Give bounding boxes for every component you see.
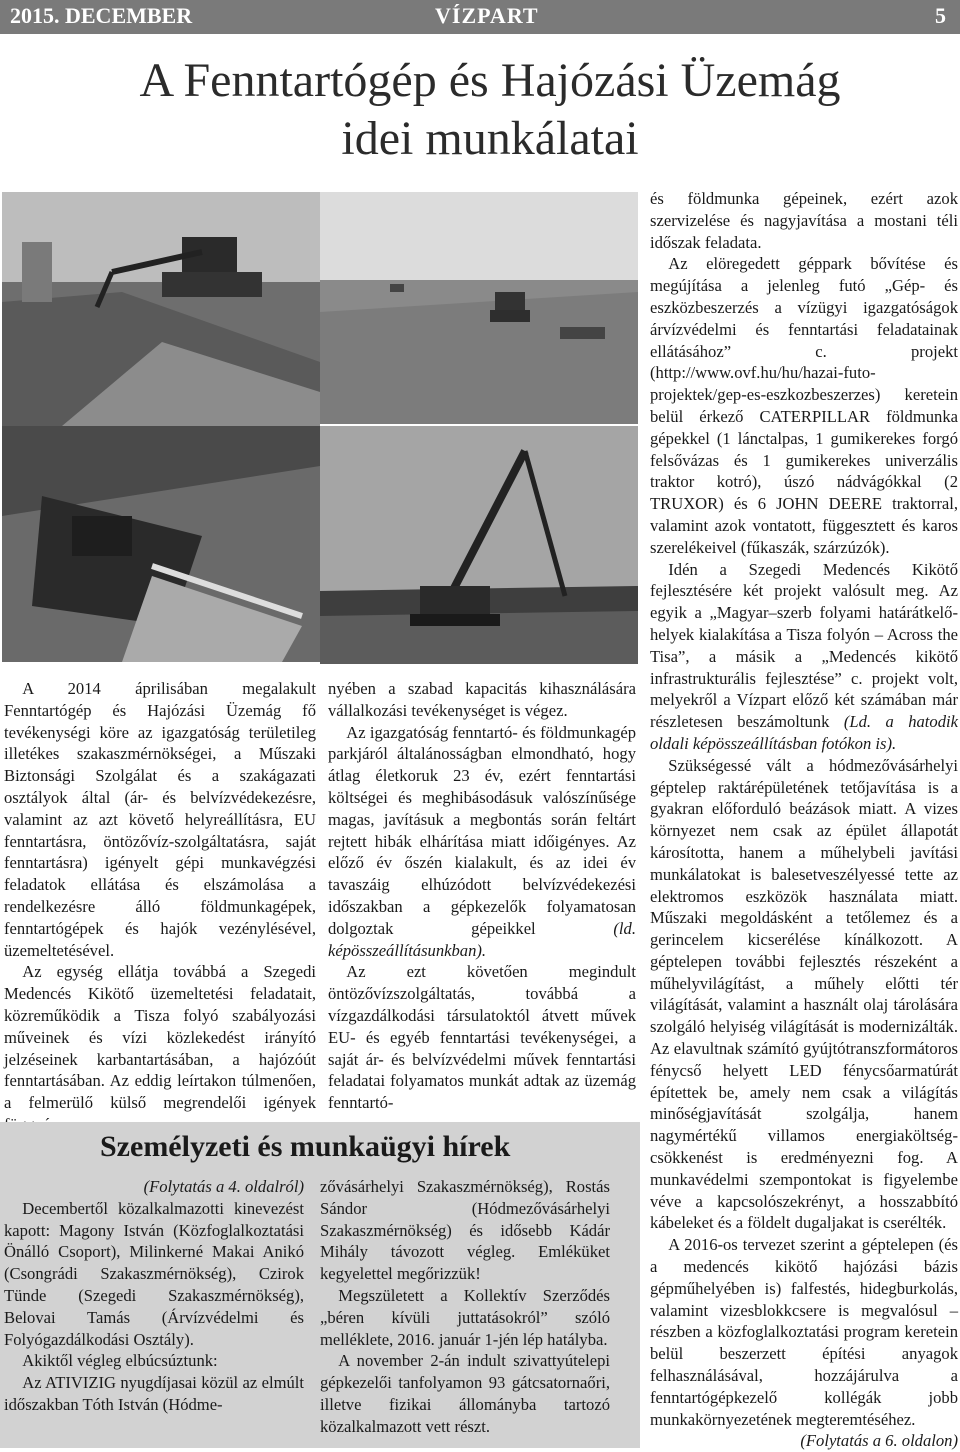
photo-excavators-riverbank	[2, 192, 320, 426]
personnel-column-1	[4, 1176, 304, 1416]
article-paragraph: A 2014 áprilisában megalakult Fenntartógép és Hajózási Üzemág fő tevékenységi köre az igazgatóság területileg illetékes szakaszmérnökségei, a Műszaki Biztonsági Szolgálat és a szakágazati osztályok által (ár- és belvízvédekezésre, valamint az azt követő helyreállításra, EU fenntartásra, öntözővíz-szolgáltatásra, saját fenntartásra) igényelt gépi munkavégzési feladatok ellátása és elszámolása a rendelkezésre álló földmunkagépek, fenntartógépek és hajók vezénylésével, üzemeltetésével.	[4, 679, 316, 960]
personnel-paragraph: Akiktől végleg elbúcsúztunk:	[22, 1351, 218, 1371]
article-title	[20, 52, 960, 168]
article-paragraph: A 2016-os tervezet szerint a géptelepen (és a medencés kikötő hajózási bázis gépműhelyében is) falfestés, hidegburkolás, valamint vizesblokkcsere is megvalósul – részben a közfoglalkoztatási program keretein belül beszerzett építési anyagok felhasználásával, hozzájárulva a fenntartógépkezelő kollégák jobb munkakörnyezetének megteremtéséhez.	[650, 1235, 958, 1429]
article-title-line1: A Fenntartógép és Hajózási Üzemág	[139, 54, 841, 107]
continued-link[interactable]: (Folytatás a 6. oldalon)	[800, 1431, 958, 1451]
photo-reference: (Ld. a hatodik oldali képösszeállításban fotókon is).	[650, 712, 958, 753]
article-title-line2: idei munkálatai	[341, 112, 639, 165]
article-paragraph: Az igazgatóság fenntartó- és földmunkagép parkjáról általánosságban elmondható, hogy átlag életkoruk 23 év, ezért fenntartási költségei és meghibásodásuk valószínűsége magas, javításuk a megbontás során feltárt rejtett hibák elhárítása miatt időigényes. Az előző év őszén kialakult, és az idei év tavaszáig elhúzódott belvízvédekezési időszakban a gépkezelők folyamatosan dolgoztak gépeikkel (ld. képösszeállításunkban).	[328, 722, 636, 960]
article-paragraph: Az egység ellátja továbbá a Szegedi Medencés Kikötő üzemeltetési feladatait, közreműködik a Tisza folyó szabályozási műveinek és vízi közlekedést irányító jelzéseinek karbantartásában, a hajózóút fenntartásában. Az eddig leírtakon túlmenően, a felmerülő külső megrendelői igények	[4, 962, 316, 1113]
photo-amphibious-dredger	[2, 426, 320, 662]
article-paragraph: és földmunka gépeinek, ezért azok szervizelése és nagyjavítása a mostani téli időszak feladata.	[650, 189, 958, 252]
personnel-news-title: Személyzeti és munkaügyi hírek	[100, 1130, 511, 1163]
photo-reference: (ld. képösszeállításunkban).	[328, 918, 636, 960]
personnel-paragraph: Megszületett a Kollektív Szerződés „béren kívüli juttatásokról” szóló melléklete, 2016. január 1-jén lép hatályba.	[320, 1285, 610, 1349]
photo-long-reach-excavator	[320, 426, 638, 664]
newspaper-name: VÍZPART	[435, 3, 539, 28]
article-paragraph: Szükségessé vált a hódmezővásárhelyi géptelep raktárépületének tetőjavítása is a gyakran előforduló beázások miatt. A vizes környezet nem csak az épület állapotát károsította, hanem a műhelybeli javítási munkálatokat is balesetveszélyessé tette az elektromos eszközök használata miatt. Műszaki megoldásként a tetőlemez és a gerincelem kicserélése kínálkozott. A géptelepen további fejlesztés részeként a műhelyvilágítást, a műhely előtti tér világítását, valamint a használt olaj tárolására szolgáló helyiség világítását is modernizálták. Az elavultnak számító gyújtótranszformátoros fénycső helyett LED fénycsőarmatúrát építettek be, amely nem csak a világítás minőségjavítását szolgálja, hanem nagymértékű villamos energiaköltség-csökkenést is eredményezni fog. A munkavédelmi szempontokat is figyelembe véve a kapcsolószekrényt, a hosszabbító kábeleket és a földelt dugaljakat is cserélték.	[650, 755, 958, 1233]
personnel-paragraph: A november 2-án indult szivattyútelepi gépkezelői tanfolyamon 93 gátcsatornaőri, illetve fizikai állományba tartozó közalkalmazott vett részt.	[320, 1351, 610, 1436]
article-paragraph: Az ezt követően megindult öntözővízszolgáltatás, továbbá a vízgazdálkodási társulatoktól átvett művek EU- és egyéb fenntartási tevékenységei, a saját ár- és belvízvédelmi művek fenntartási feladatai folyamatos munkát adtak az üzemág fenntartó-	[328, 962, 636, 1113]
article-paragraph: Idén a Szegedi Medencés Kikötő fejlesztésére két projekt valósult meg. Az egyik a „Magyar–szerb folyami határátkelő-helyek kialakítása a Tisza folyón – Across the Tisa”, a másik a „Medencés kikötő infrastrukturális fejlesztése” c. projekt volt, melyekről a Vízpart előző két számában már részletesen beszámoltunk (Ld. a hatodik oldali képösszeállításban fotókon is).	[650, 559, 958, 753]
personnel-column-2	[320, 1176, 610, 1438]
photo-tractors-field	[320, 192, 638, 424]
article-column-1	[4, 678, 316, 1136]
article-column-3	[650, 188, 958, 1452]
page-number: 5	[935, 3, 946, 28]
continued-from[interactable]: (Folytatás a 4. oldalról)	[143, 1177, 304, 1196]
personnel-paragraph: Az ATIVIZIG nyugdíjasai közül az elmúlt időszakban Tóth István (Hódme-	[4, 1373, 304, 1414]
page-header	[0, 0, 960, 34]
personnel-paragraph: Decembertől közalkalmazotti kinevezést kapott: Magony István (Közfoglalkoztatási Önálló Csoport), Milinkerné Makai Anikó (Csongrádi Szakaszmérnökség), Czirok Tünde (Szegedi Szakaszmérnökség), Belovai Tamás (Árvízvédelmi és Folyógazdálkodási Osztály).	[4, 1198, 304, 1349]
personnel-paragraph: zővásárhelyi Szakaszmérnökség), Rostás Sándor (Hódmezővásárhelyi Szakaszmérnökség) és idősebb Kádár Mihály távozott végleg. Emléküket kegyelettel megőrizzük!	[320, 1177, 610, 1284]
issue-date: 2015. DECEMBER	[10, 3, 193, 28]
article-paragraph: nyében a szabad kapacitás kihasználására vállalkozási tevékenységet is végez.	[328, 679, 636, 720]
article-column-2	[328, 678, 636, 1114]
article-paragraph: Az elöregedett géppark bővítése és megújítása a jelenleg futó „Gép- és eszközbeszerzés a vízügyi igazgatóságok árvízvédelmi és fenntartási feladatainak ellátásához” c. projekt (http://www.ovf.hu/hu/hazai-futo-projektek/gep-es-eszkozbeszerzes) keretein belül érkező CATERPILLAR földmunka gépekkel (1 lánctalpas, 1 gumikerekes forgó felsővázas és 1 gumikerekes univerzális traktor kotró), úszó nádvágókkal (2 TRUXOR) és 6 JOHN DEERE traktorral, valamint azok vontatott, függesztett és karos szerelékeivel (fűkaszák, szárzúzók).	[650, 254, 958, 557]
